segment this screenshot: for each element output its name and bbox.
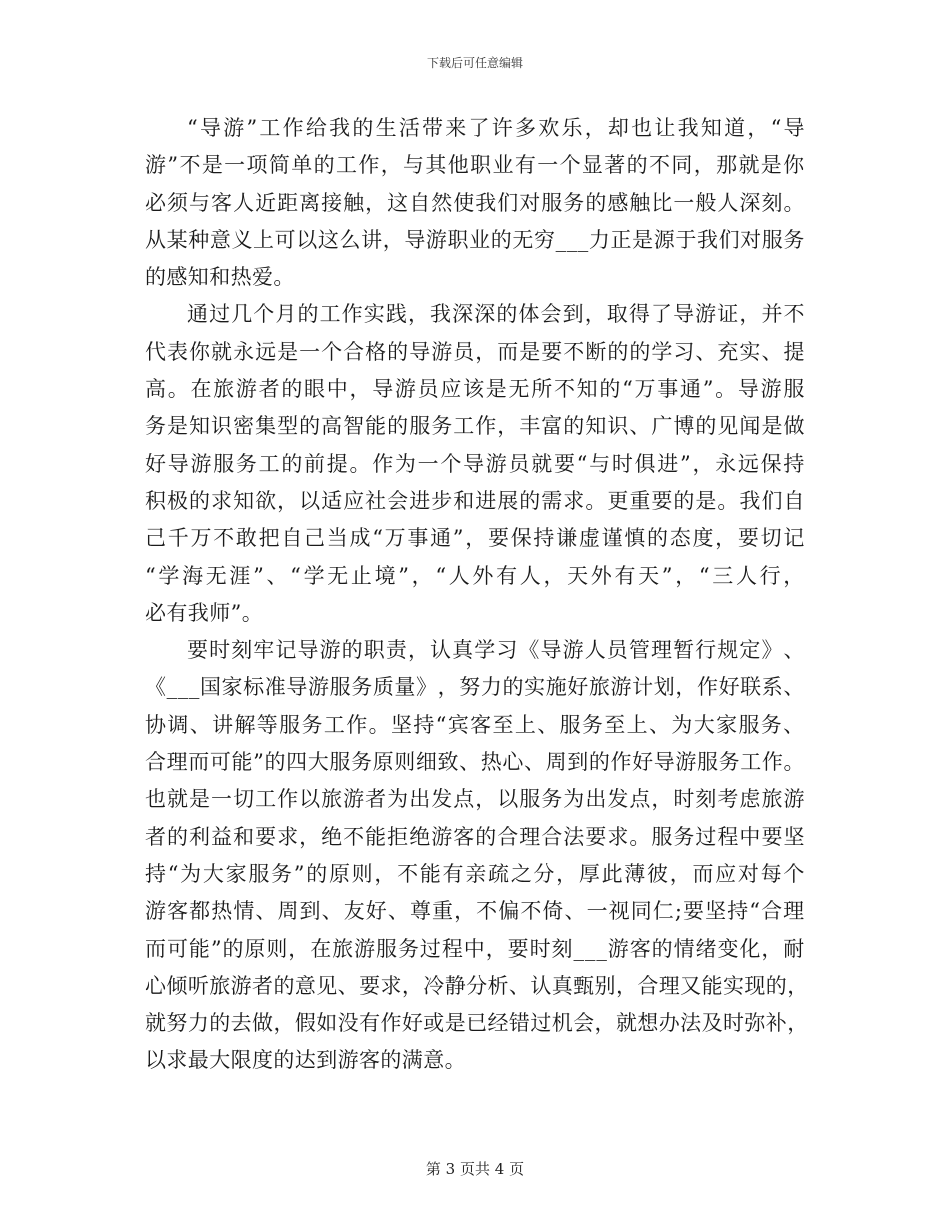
text-line: 者 的 利 益 和 要 求 ， 绝 不 能 拒 绝 游 客 的 合 理 合 法 要 求 。 服 务 过 程 中 要 坚 [145,824,805,849]
text-line: 持 “ 为 大 家 服 务 ” 的 原 则 ， 不 能 有 亲 疏 之 分 ， 厚 此 薄 彼 ， 而 应 对 每 个 [145,861,805,886]
text-line: 己 千 万 不 敢 把 自 己 当 成 “ 万 事 通 ” ， 要 保 持 谦 虚 谨 慎 的 态 度 ， 要 切 记 [145,526,805,551]
text-line: 就 努 力 的 去 做 ， 假 如 没 有 作 好 或 是 已 经 错 过 机 会 ， 就 想 办 法 及 时 弥 补 ， [145,1011,809,1036]
text-line: 心 倾 听 旅 游 者 的 意 见 、 要 求 ， 冷 静 分 析 、 认 真 甄 别 ， 合 理 又 能 实 现 的 ， [145,973,809,998]
page-number: 第 3 页共 4 页 [425,1160,525,1178]
text-line: 好 导 游 服 务 工 的 前 提 。 作 为 一 个 导 游 员 就 要 “ 与 时 俱 进 ” ， 永 远 保 持 [145,451,805,476]
paragraph [145,110,805,296]
text-line: 积 极 的 求 知 欲 ， 以 适 应 社 会 进 步 和 进 展 的 需 求 。 更 重 要 的 是 。 我 们 自 [145,488,805,513]
text-line: 必有我师”。 [145,600,264,625]
text-line: “ 学 海 无 涯 ” 、 “ 学 无 止 境 ” ， “ 人 外 有 人 ， 天 外 有 天 ” ， “ 三 人 行 ， [145,563,805,588]
text-line: 通 过 几 个 月 的 工 作 实 践 ， 我 深 深 的 体 会 到 ， 取 得 了 导 游 证 ， 并 不 [187,302,805,327]
paragraph [145,632,809,1080]
text-line: 的感知和热爱。 [145,265,295,290]
page-header: 下载后可任意编辑 [426,56,523,70]
text-line: 要 时 刻 牢 记 导 游 的 职 责 ， 认 真 学 习 《 导 游 人 员 管 理 暂 行 规 定 》 、 [187,638,805,663]
text-line: 代 表 你 就 永 远 是 一 个 合 格 的 导 游 员 ， 而 是 要 不 断 的 的 学 习 、 充 实 、 提 [145,339,805,364]
text-line: 游 客 都 热 情 、 周 到 、 友 好 、 尊 重 ， 不 偏 不 倚 、 一 视 同 仁 ; 要 坚 持 “ 合 理 [145,899,805,924]
text-line: 必 须 与 客 人 近 距 离 接 触 ， 这 自 然 使 我 们 对 服 务 的 感 触 比 一 般 人 深 刻 。 [145,190,805,215]
text-line: 而 可 能 ” 的 原 则 ， 在 旅 游 服 务 过 程 中 ， 要 时 刻 _ _ _ 游 客 的 情 绪 变 化 ， 耐 [145,936,805,961]
text-line: 合 理 而 可 能 ” 的 四 大 服 务 原 则 细 致 、 热 心 、 周 到 的 作 好 导 游 服 务 工 作 。 [145,750,805,775]
text-line: 务 是 知 识 密 集 型 的 高 智 能 的 服 务 工 作 ， 丰 富 的 知 识 、 广 博 的 见 闻 是 做 [145,414,805,439]
text-line: 游 ” 不 是 一 项 简 单 的 工 作 ， 与 其 他 职 业 有 一 个 显 著 的 不 同 ， 那 就 是 你 [145,153,805,178]
text-line: 《 _ _ _ 国 家 标 准 导 游 服 务 质 量 》 ， 努 力 的 实 施 好 旅 游 计 划 ， 作 好 联 系 、 [145,675,805,700]
text-line: 也 就 是 一 切 工 作 以 旅 游 者 为 出 发 点 ， 以 服 务 为 出 发 点 ， 时 刻 考 虑 旅 游 [145,787,805,812]
text-line: 以求最大限度的达到游客的满意。 [145,1048,466,1073]
text-line: 从 某 种 意 义 上 可 以 这 么 讲 ， 导 游 职 业 的 无 穷 _ _ _ 力 正 是 源 于 我 们 对 服 务 [145,227,805,252]
text-line: 协 调 、 讲 解 等 服 务 工 作 。 坚 持 “ 宾 客 至 上 、 服 务 至 上 、 为 大 家 服 务 、 [145,712,805,737]
text-line: 高 。 在 旅 游 者 的 眼 中 ， 导 游 员 应 该 是 无 所 不 知 的 “ 万 事 通 ” 。 导 游 服 [145,377,805,402]
text-line: “ 导 游 ” 工 作 给 我 的 生 活 带 来 了 许 多 欢 乐 ， 却 也 让 我 知 道 ， “ 导 [187,116,805,140]
paragraph [145,296,805,632]
document-body [145,110,809,1080]
